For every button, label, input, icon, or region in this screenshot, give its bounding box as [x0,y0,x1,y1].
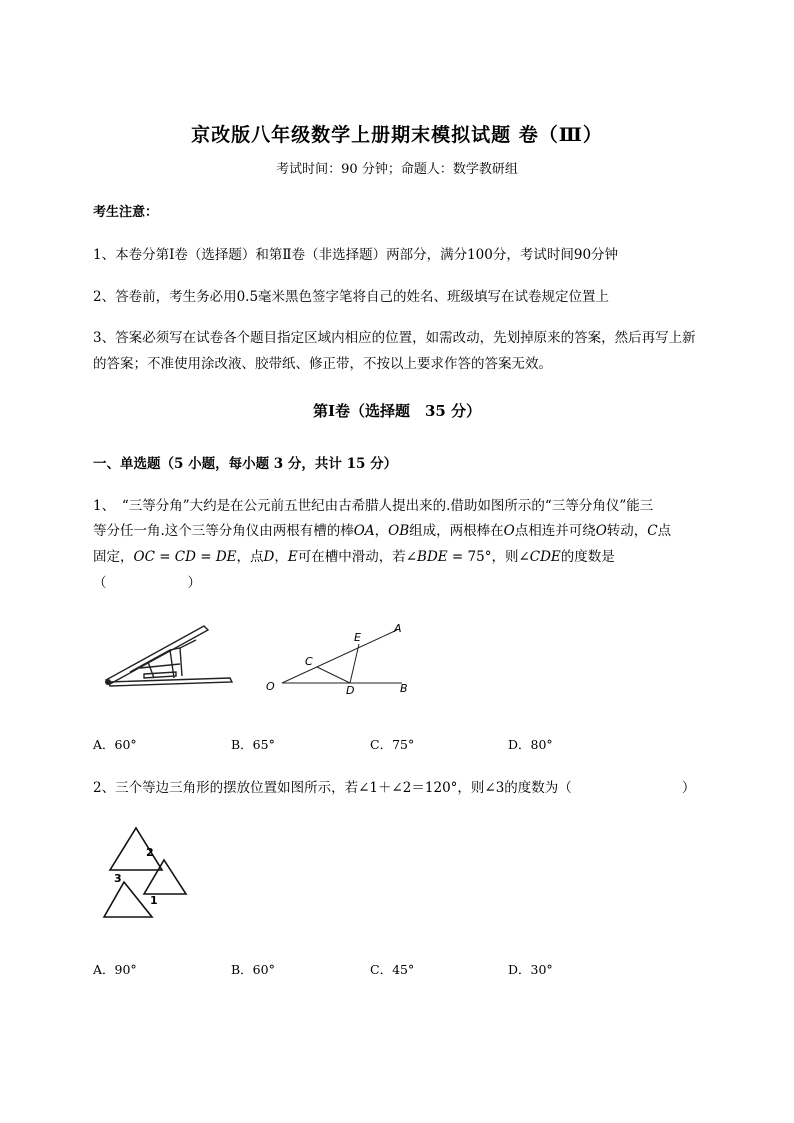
q1-text: ， [374,523,389,539]
trisector-instrument-figure [100,618,240,693]
q1-math-eq: OC = CD = DE [133,549,237,565]
q1-answer-blank: （ ） [93,575,201,591]
q1-choice-c[interactable]: C．75° [370,737,415,752]
q1-line-1: 1、 “三等分角”大约是在公元前五世纪由古希腊人提出来的.借助如图所示的“三等分角仪”能三 [93,498,654,514]
triangle-top [110,828,162,870]
q1-choice-d[interactable]: D．80° [508,737,553,752]
q1-text: 等分任一角.这个三等分角仪由两根有槽的棒 [93,523,354,539]
label-d: D [346,684,355,697]
q1-line-2 [93,519,671,539]
notice-item-2: 2、答卷前，考生务必用0.5毫米黑色签字笔将自己的姓名、班级填写在试卷规定位置上 [93,289,610,305]
triangle-right [144,860,186,894]
q1-choice-b[interactable]: B．65° [231,737,275,752]
q1-math-o: O [595,523,607,539]
q1-math-c: C [647,523,658,539]
q1-text: 可在槽中滑动，若∠ [297,549,418,565]
label-a: A [394,622,402,635]
q1-text: 的度数是 [560,549,615,565]
q2-text: 2、三个等边三角形的摆放位置如图所示，若∠1＋∠2＝120°，则∠3的度数为（ [93,780,572,796]
q1-text: ， [274,549,288,565]
ray-oa [282,630,397,683]
q2-choice-c[interactable]: C．45° [370,962,415,977]
segment-cd [317,667,350,683]
part-title: 一、单选题（5 小题，每小题 3 分，共计 15 分） [93,456,398,472]
q1-math-oa: OA [353,523,375,539]
q2-choice-a[interactable]: A．90° [93,962,137,977]
q1-text: 固定， [93,549,134,565]
triangle-bottom [104,882,152,917]
q1-text: ，点 [236,549,264,565]
notice-item-3-cont: 的答案；不准使用涂改液、胶带纸、修正带，不按以上要求作答的答案无效。 [93,356,552,372]
pivot-icon [105,679,111,685]
q2-stem [93,776,695,796]
q1-text: = 75°，则∠ [447,549,530,565]
q1-choice-a[interactable]: A．60° [93,737,137,752]
notice-item-3: 3、答案必须写在试卷各个题目指定区域内相应的位置，如需改动，先划掉原来的答案，然后再写上新 [93,330,696,346]
q1-math-ob: OB [388,523,410,539]
q2-choice-d[interactable]: D．30° [508,962,553,977]
q1-geometry-figure [262,620,422,698]
three-triangles-figure [100,822,195,922]
angle-3-label: 3 [114,872,122,885]
angle-2-label: 2 [146,846,154,859]
q1-math-bde: BDE [417,549,448,565]
exam-title: 京改版八年级数学上册期末模拟试题 卷（Ⅲ） [191,124,603,146]
q1-text: 转动， [606,523,648,539]
q2-choice-b[interactable]: B．60° [231,962,275,977]
label-b: B [400,682,408,695]
q1-text: 组成，两根棒在 [409,523,504,539]
q1-line-3 [93,545,615,565]
section-title: 第Ⅰ卷（选择题 35 分） [312,402,482,420]
notice-heading: 考生注意： [93,205,159,220]
q1-text: 点 [657,523,672,539]
q1-math-o: O [503,523,515,539]
q1-math-e: E [287,549,298,565]
label-e: E [354,631,361,644]
angle-1-label: 1 [150,894,158,907]
q1-math-cde: CDE [529,549,561,565]
q1-math-d: D [263,549,275,565]
label-o: O [266,680,275,693]
q2-text: ） [681,780,696,796]
label-c: C [305,655,313,668]
notice-item-1: 1、本卷分第Ⅰ卷（选择题）和第Ⅱ卷（非选择题）两部分，满分100分，考试时间90分钟 [93,247,619,263]
q1-text: 点相连并可绕 [514,523,596,539]
exam-subtitle: 考试时间：90 分钟；命题人：数学教研组 [276,162,518,177]
